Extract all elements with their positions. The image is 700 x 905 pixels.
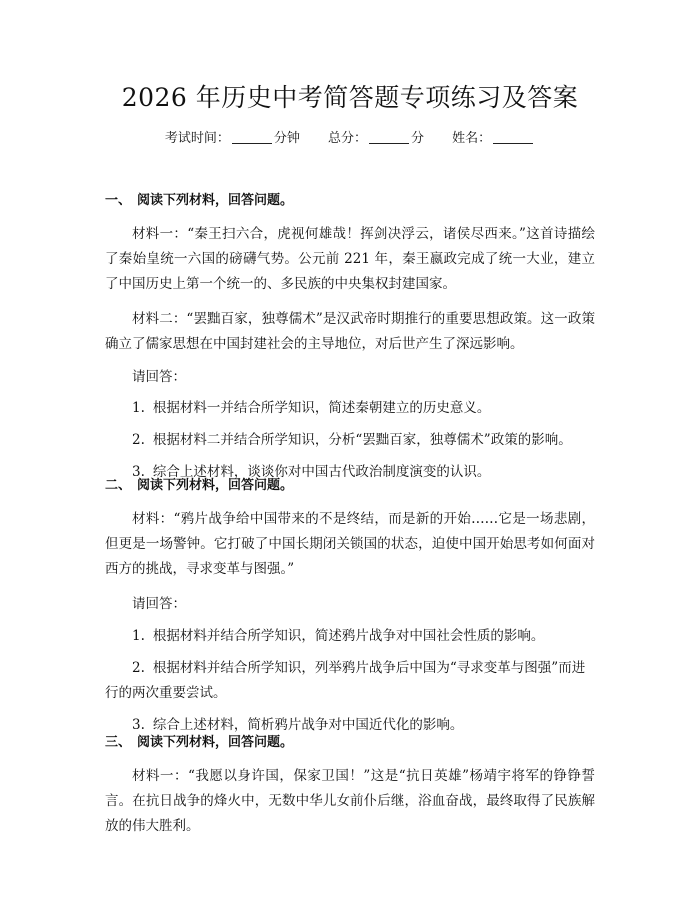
question-text: 根据材料并结合所学知识，简述鸦片战争对中国社会性质的影响。 [152,628,545,644]
question-number: 1. [132,400,145,416]
exam-time-unit: 分钟 [273,131,300,146]
section-number: 二、 [105,478,132,493]
material-paragraph: 材料一：“我愿以身许国，保家卫国！”这是“抗日英雄”杨靖宇将军的铮铮誓言。在抗日战争的烽火中，无数中华儿女前仆后继，浴血奋战，最终取得了民族解放的伟大胜利。 [105,768,595,834]
exam-info-line [0,129,700,149]
prompt-label: 请回答： [132,596,186,612]
question-item [105,428,595,453]
question-text: 根据材料一并结合所学知识，简述秦朝建立的历史意义。 [152,400,491,416]
exam-time-label: 考试时间： [164,131,230,146]
question-number: 1. [132,628,145,644]
question-text: 综合上述材料，谈谈你对中国古代政治制度演变的认识。 [152,464,491,480]
question-text: 根据材料并结合所学知识，列举鸦片战争后中国为“寻求变革与图强”而进行的两次重要尝试。 [105,660,586,701]
section-title: 阅读下列材料，回答问题。 [137,735,294,750]
question-item [105,656,595,706]
total-score-blank [369,130,409,144]
page-title: 2026 年历史中考简答题专项练习及答案 [121,83,579,112]
material-paragraph: 材料一：“秦王扫六合，虎视何雄哉！挥剑决浮云，诸侯尽西来。”这首诗描绘了秦始皇统一六国的磅礴气势。公元前 221 年，秦王嬴政完成了统一大业，建立了中国历史上第一个统一的、多民族的中央集权封建国家。 [105,226,595,292]
total-score-unit: 分 [411,131,425,146]
section-number: 三、 [105,735,132,750]
question-number: 2. [132,660,145,676]
question-number: 2. [132,432,145,448]
section-1 [105,191,595,485]
section-title: 阅读下列材料，回答问题。 [137,193,294,208]
name-field [452,131,535,146]
section-title: 阅读下列材料，回答问题。 [137,478,294,493]
section-heading [105,191,595,211]
section-heading [105,733,595,753]
question-number: 3. [132,717,145,733]
question-item [105,624,595,649]
question-text: 综合上述材料，简析鸦片战争对中国近代化的影响。 [152,717,464,733]
question-number: 3. [132,464,145,480]
material-paragraph: 材料：“鸦片战争给中国带来的不是终结，而是新的开始……它是一场悲剧，但更是一场警钟。它打破了中国长期闭关锁国的状态，迫使中国开始思考如何面对西方的挑战，寻求变革与图强。” [105,511,595,577]
name-label: 姓名： [452,131,492,146]
name-blank [493,130,533,144]
total-score-field [328,131,424,146]
section-2 [105,476,595,738]
material-paragraph: 材料二：“罢黜百家，独尊儒术”是汉武帝时期推行的重要思想政策。这一政策确立了儒家思想在中国封建社会的主导地位，对后世产生了深远影响。 [105,311,595,352]
question-text: 根据材料二并结合所学知识，分析“罢黜百家，独尊儒术”政策的影响。 [152,432,572,448]
total-score-label: 总分： [327,131,367,146]
exam-time-field [165,131,300,146]
prompt-label: 请回答： [132,369,186,385]
section-3 [105,733,595,839]
section-heading [105,476,595,496]
question-item [105,396,595,421]
section-number: 一、 [105,193,132,208]
exam-time-blank [232,130,272,144]
